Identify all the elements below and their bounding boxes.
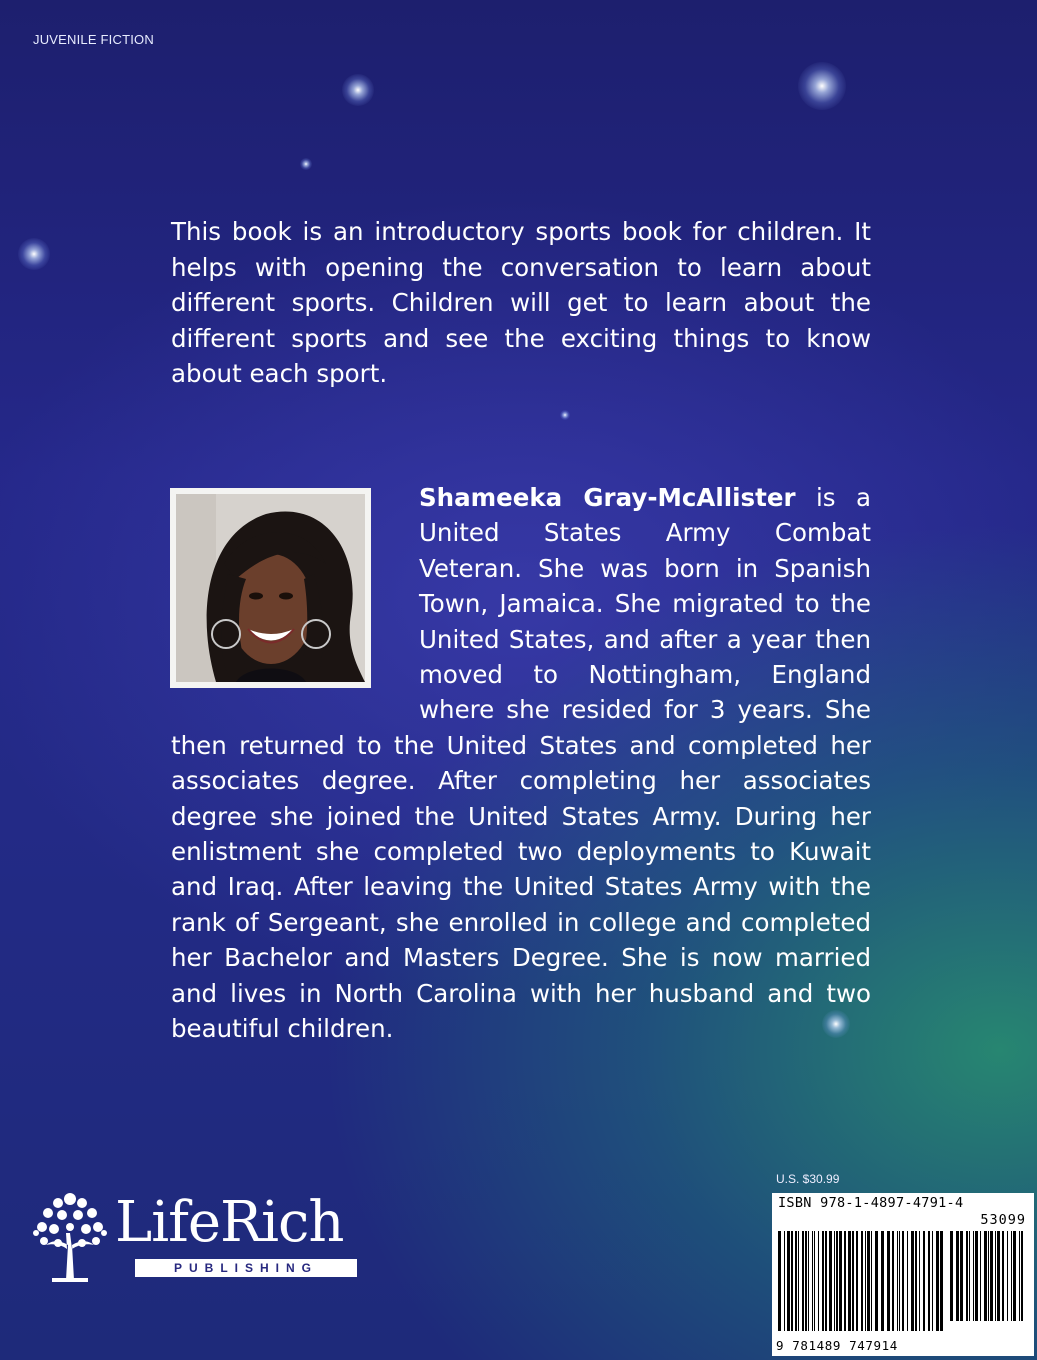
isbn-barcode — [772, 1193, 1034, 1356]
price-code: 53099 — [980, 1212, 1026, 1228]
price-label: U.S. $30.99 — [776, 1172, 840, 1186]
photo-spacer — [171, 480, 419, 725]
publisher-name: LifeRich — [115, 1190, 344, 1255]
author-name: Shameeka Gray-McAllister — [419, 483, 796, 512]
author-bio-text: is a United States Army Combat Veteran. She was born in Spanish Town, Jamaica. She migrated to the United States, and after a year then moved to Nottingham, England where she resided for 3 years. She then returned to the United States and completed her associates degree. After completing her associates degree she joined the United States Army. During her enlistment she completed two deployments to Kuwait and Iraq. After leaving the United States Army with the rank of Sergeant, she enrolled in college and completed her Bachelor and Masters Degree. She is now married and lives in North Carolina with her husband and two beautiful children. — [171, 483, 871, 1044]
author-bio — [171, 480, 871, 1047]
book-description: This book is an introductory sports book for children. It helps with opening the conversation to learn about different sports. Children will get to learn about the different sports and see the exciting things to know about each sport. — [171, 217, 871, 388]
publisher-logo — [30, 1185, 370, 1285]
star — [18, 238, 50, 270]
barcode-bars — [778, 1231, 943, 1331]
star — [798, 62, 846, 110]
star — [560, 410, 570, 420]
star — [342, 74, 374, 106]
isbn-text: ISBN 978-1-4897-4791-4 — [778, 1195, 964, 1211]
tree-icon — [30, 1185, 110, 1285]
star — [300, 158, 312, 170]
barcode-addon-bars — [950, 1231, 1030, 1321]
category-label: JUVENILE FICTION — [33, 32, 154, 47]
publisher-subtitle: PUBLISHING — [135, 1259, 357, 1277]
barcode-number: 9 781489 747914 — [776, 1338, 898, 1353]
